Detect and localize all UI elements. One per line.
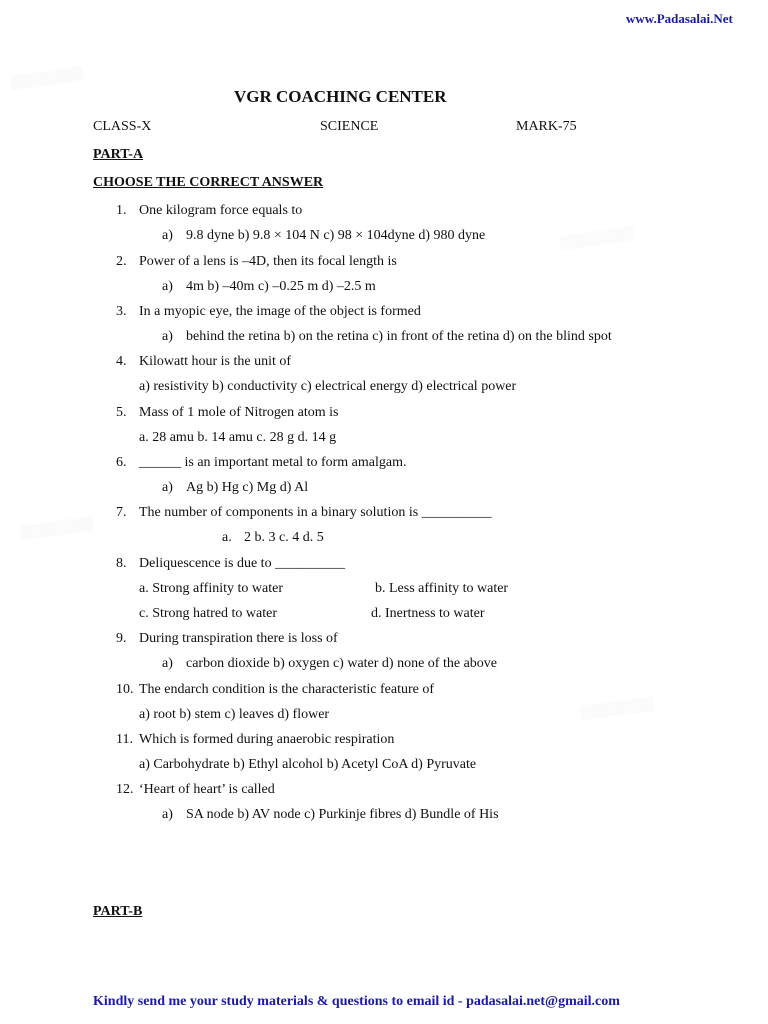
question-options: 9.8 dyne b) 9.8 × 104 N c) 98 × 104dyne d) 980 dyne bbox=[186, 228, 486, 243]
option-c: c. Strong hatred to water bbox=[139, 606, 278, 621]
footer-note: Kindly send me your study materials & questions to email id - padasalai.net@gmail.com bbox=[93, 994, 620, 1009]
question-text: Which is formed during anaerobic respiration bbox=[139, 732, 395, 747]
question-options: carbon dioxide b) oxygen c) water d) none of the above bbox=[186, 656, 497, 671]
watermark: ▒▒▒▒▒▒▒▒ bbox=[579, 694, 655, 721]
question-number: 5. bbox=[116, 405, 127, 420]
question-text: The endarch condition is the characteristic feature of bbox=[139, 682, 435, 697]
question-options: a) Carbohydrate b) Ethyl alcohol b) Acetyl CoA d) Pyruvate bbox=[139, 757, 477, 772]
question-text: Power of a lens is –4D, then its focal length is bbox=[139, 254, 397, 269]
option-label: a) bbox=[162, 228, 173, 243]
question-number: 6. bbox=[116, 455, 127, 470]
option-label: a. bbox=[222, 530, 232, 545]
question-number: 9. bbox=[116, 631, 127, 646]
option-label: a) bbox=[162, 807, 173, 822]
question-number: 7. bbox=[116, 505, 127, 520]
subject-label: SCIENCE bbox=[320, 119, 379, 134]
part-b-heading: PART-B bbox=[93, 904, 143, 919]
option-a: a. Strong affinity to water bbox=[139, 581, 283, 596]
option-b: b. Less affinity to water bbox=[375, 581, 509, 596]
question-options: a. 28 amu b. 14 amu c. 28 g d. 14 g bbox=[139, 430, 337, 445]
question-number: 2. bbox=[116, 254, 127, 269]
question-text: Kilowatt hour is the unit of bbox=[139, 354, 292, 369]
page-title: VGR COACHING CENTER bbox=[234, 87, 447, 106]
part-a-heading: PART-A bbox=[93, 147, 144, 162]
site-link[interactable]: www.Padasalai.Net bbox=[626, 11, 733, 26]
question-options: 4m b) –40m c) –0.25 m d) –2.5 m bbox=[186, 279, 376, 294]
option-label: a) bbox=[162, 480, 173, 495]
question-number: 1. bbox=[116, 203, 127, 218]
question-text: ‘Heart of heart’ is called bbox=[139, 782, 275, 797]
question-text: Mass of 1 mole of Nitrogen atom is bbox=[139, 405, 339, 420]
watermark: ▒▒▒▒▒▒▒▒ bbox=[559, 224, 635, 251]
question-options: SA node b) AV node c) Purkinje fibres d) Bundle of His bbox=[186, 807, 499, 822]
question-number: 11. bbox=[116, 732, 133, 747]
question-options: a) resistivity b) conductivity c) electrical energy d) electrical power bbox=[139, 379, 517, 394]
question-options: a) root b) stem c) leaves d) flower bbox=[139, 707, 330, 722]
watermark: ▒▒▒▒▒▒▒▒ bbox=[19, 514, 95, 541]
question-text: During transpiration there is loss of bbox=[139, 631, 338, 646]
class-label: CLASS-X bbox=[93, 119, 152, 134]
watermark: ▒▒▒▒▒▒▒▒ bbox=[9, 64, 85, 91]
question-text: In a myopic eye, the image of the object is formed bbox=[139, 304, 421, 319]
question-text: Deliquescence is due to __________ bbox=[139, 556, 346, 571]
option-label: a) bbox=[162, 329, 173, 344]
question-options: 2 b. 3 c. 4 d. 5 bbox=[244, 530, 324, 545]
question-text: One kilogram force equals to bbox=[139, 203, 303, 218]
question-options: behind the retina b) on the retina c) in front of the retina d) on the blind spot bbox=[186, 329, 612, 344]
option-d: d. Inertness to water bbox=[371, 606, 485, 621]
option-label: a) bbox=[162, 656, 173, 671]
question-number: 4. bbox=[116, 354, 127, 369]
question-text: The number of components in a binary solution is __________ bbox=[139, 505, 492, 520]
marks-label: MARK-75 bbox=[516, 119, 577, 134]
option-label: a) bbox=[162, 279, 173, 294]
question-text: ______ is an important metal to form amalgam. bbox=[139, 455, 407, 470]
instruction-heading: CHOOSE THE CORRECT ANSWER bbox=[93, 175, 324, 190]
question-number: 12. bbox=[116, 782, 134, 797]
question-number: 10. bbox=[116, 682, 134, 697]
question-number: 8. bbox=[116, 556, 127, 571]
question-options: Ag b) Hg c) Mg d) Al bbox=[186, 480, 309, 495]
question-number: 3. bbox=[116, 304, 127, 319]
